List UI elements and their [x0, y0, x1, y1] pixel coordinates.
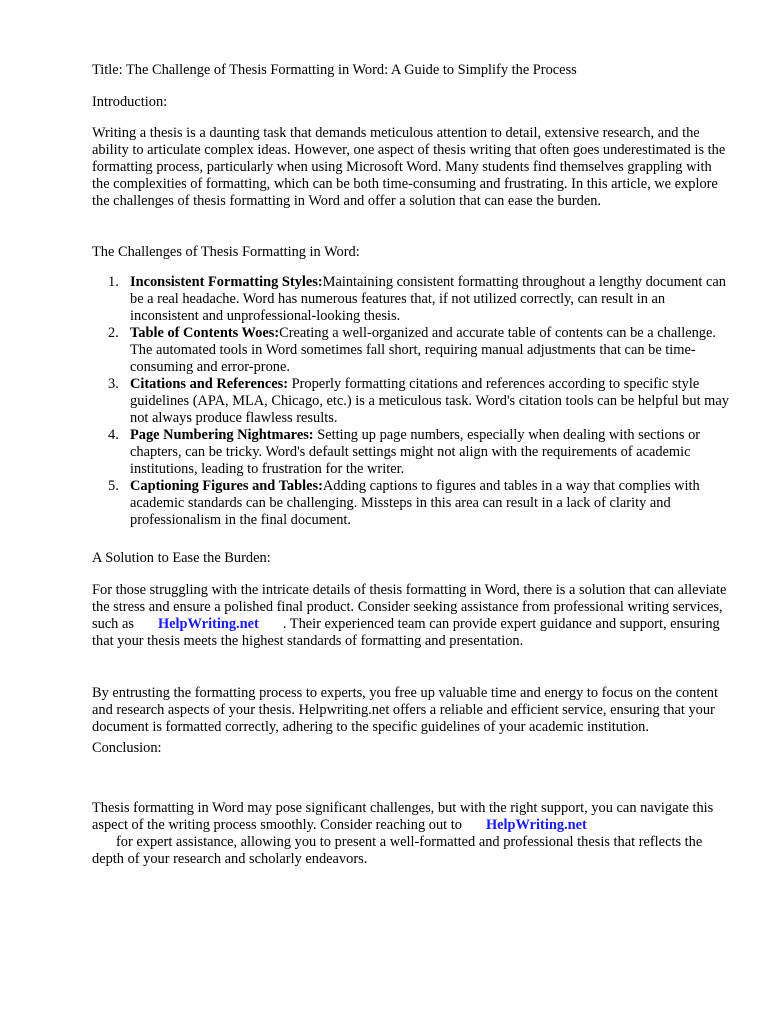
list-item [92, 325, 732, 376]
list-item-text: Adding captions to figures and tables in a way that complies with academic standards can be challenging. Missteps in this area can result in a lack of clarity and professionalism in the final document. [130, 478, 700, 528]
list-item-text: Maintaining consistent formatting throughout a lengthy document can be a real headache. Word has numerous features that, if not utilized correctly, can result in an inconsistent and unprofessional-looking thesis. [130, 274, 726, 324]
list-item-term: Page Numbering Nightmares: [130, 427, 314, 443]
list-item [92, 478, 732, 529]
list-item-number: 5. [108, 478, 119, 494]
helpwriting-link[interactable]: HelpWriting.net [485, 817, 587, 833]
solution-text-after-link: . Their experienced team can provide expert guidance and support, ensuring that your thesis meets the highest standards of formatting and presentation. [92, 616, 720, 649]
challenges-list [92, 274, 732, 529]
introduction-heading: Introduction: [92, 94, 168, 110]
conclusion-text-before-link: Thesis formatting in Word may pose significant challenges, but with the right support, you can navigate this aspect of the writing process smoothly. Consider reaching out to [92, 800, 714, 833]
list-item-term: Captioning Figures and Tables: [130, 478, 323, 494]
solution-paragraph-2: By entrusting the formatting process to experts, you free up valuable time and energy to focus on the content and research aspects of your thesis. Helpwriting.net offers a reliable and efficient service, ensuring that your document is formatted correctly, adhering to the specific guidelines of your academic institution. [92, 685, 718, 735]
list-item [92, 274, 732, 325]
list-item-number: 4. [108, 427, 119, 443]
conclusion-heading: Conclusion: [92, 740, 162, 756]
list-item-text: Setting up page numbers, especially when dealing with sections or chapters, can be tricky. Word's default settings might not align with the requirements of academic institutions, leading to frustration for the writer. [130, 427, 701, 477]
conclusion-text-after-link: for expert assistance, allowing you to present a well-formatted and professional thesis that reflects the depth of your research and scholarly endeavors. [92, 834, 703, 867]
list-item-term: Citations and References: [130, 376, 289, 392]
document-title: Title: The Challenge of Thesis Formatting in Word: A Guide to Simplify the Process [92, 62, 577, 78]
solution-heading: A Solution to Ease the Burden: [92, 550, 271, 566]
list-item-text: Properly formatting citations and references according to specific style guidelines (APA, MLA, Chicago, etc.) is a meticulous task. Word's citation tools can be helpful but may not always produce flawless results. [130, 376, 729, 426]
list-item-number: 1. [108, 274, 119, 290]
list-item [92, 376, 732, 427]
helpwriting-link[interactable]: HelpWriting.net [157, 616, 259, 632]
list-item [92, 427, 732, 478]
conclusion-paragraph [92, 800, 732, 868]
list-item-term: Table of Contents Woes: [130, 325, 280, 341]
solution-text-before-link: For those struggling with the intricate details of thesis formatting in Word, there is a solution that can alleviate the stress and ensure a polished final product. Consider seeking assistance from professional writing services, such as [92, 582, 727, 632]
challenges-heading: The Challenges of Thesis Formatting in Word: [92, 244, 360, 260]
list-item-number: 3. [108, 376, 119, 392]
list-item-number: 2. [108, 325, 119, 341]
list-item-text: Creating a well-organized and accurate table of contents can be a challenge. The automated tools in Word sometimes fall short, requiring manual adjustments that can be time-consuming and error-prone. [130, 325, 716, 375]
solution-paragraph [92, 582, 732, 650]
introduction-paragraph: Writing a thesis is a daunting task that demands meticulous attention to detail, extensive research, and the ability to articulate complex ideas. However, one aspect of thesis writing that often goes underestimated is the formatting process, particularly when using Microsoft Word. Many students find themselves grappling with the complexities of formatting, which can be both time-consuming and frustrating. In this article, we explore the challenges of thesis formatting in Word and offer a solution that can ease the burden. [92, 125, 726, 209]
list-item-term: Inconsistent Formatting Styles: [130, 274, 323, 290]
